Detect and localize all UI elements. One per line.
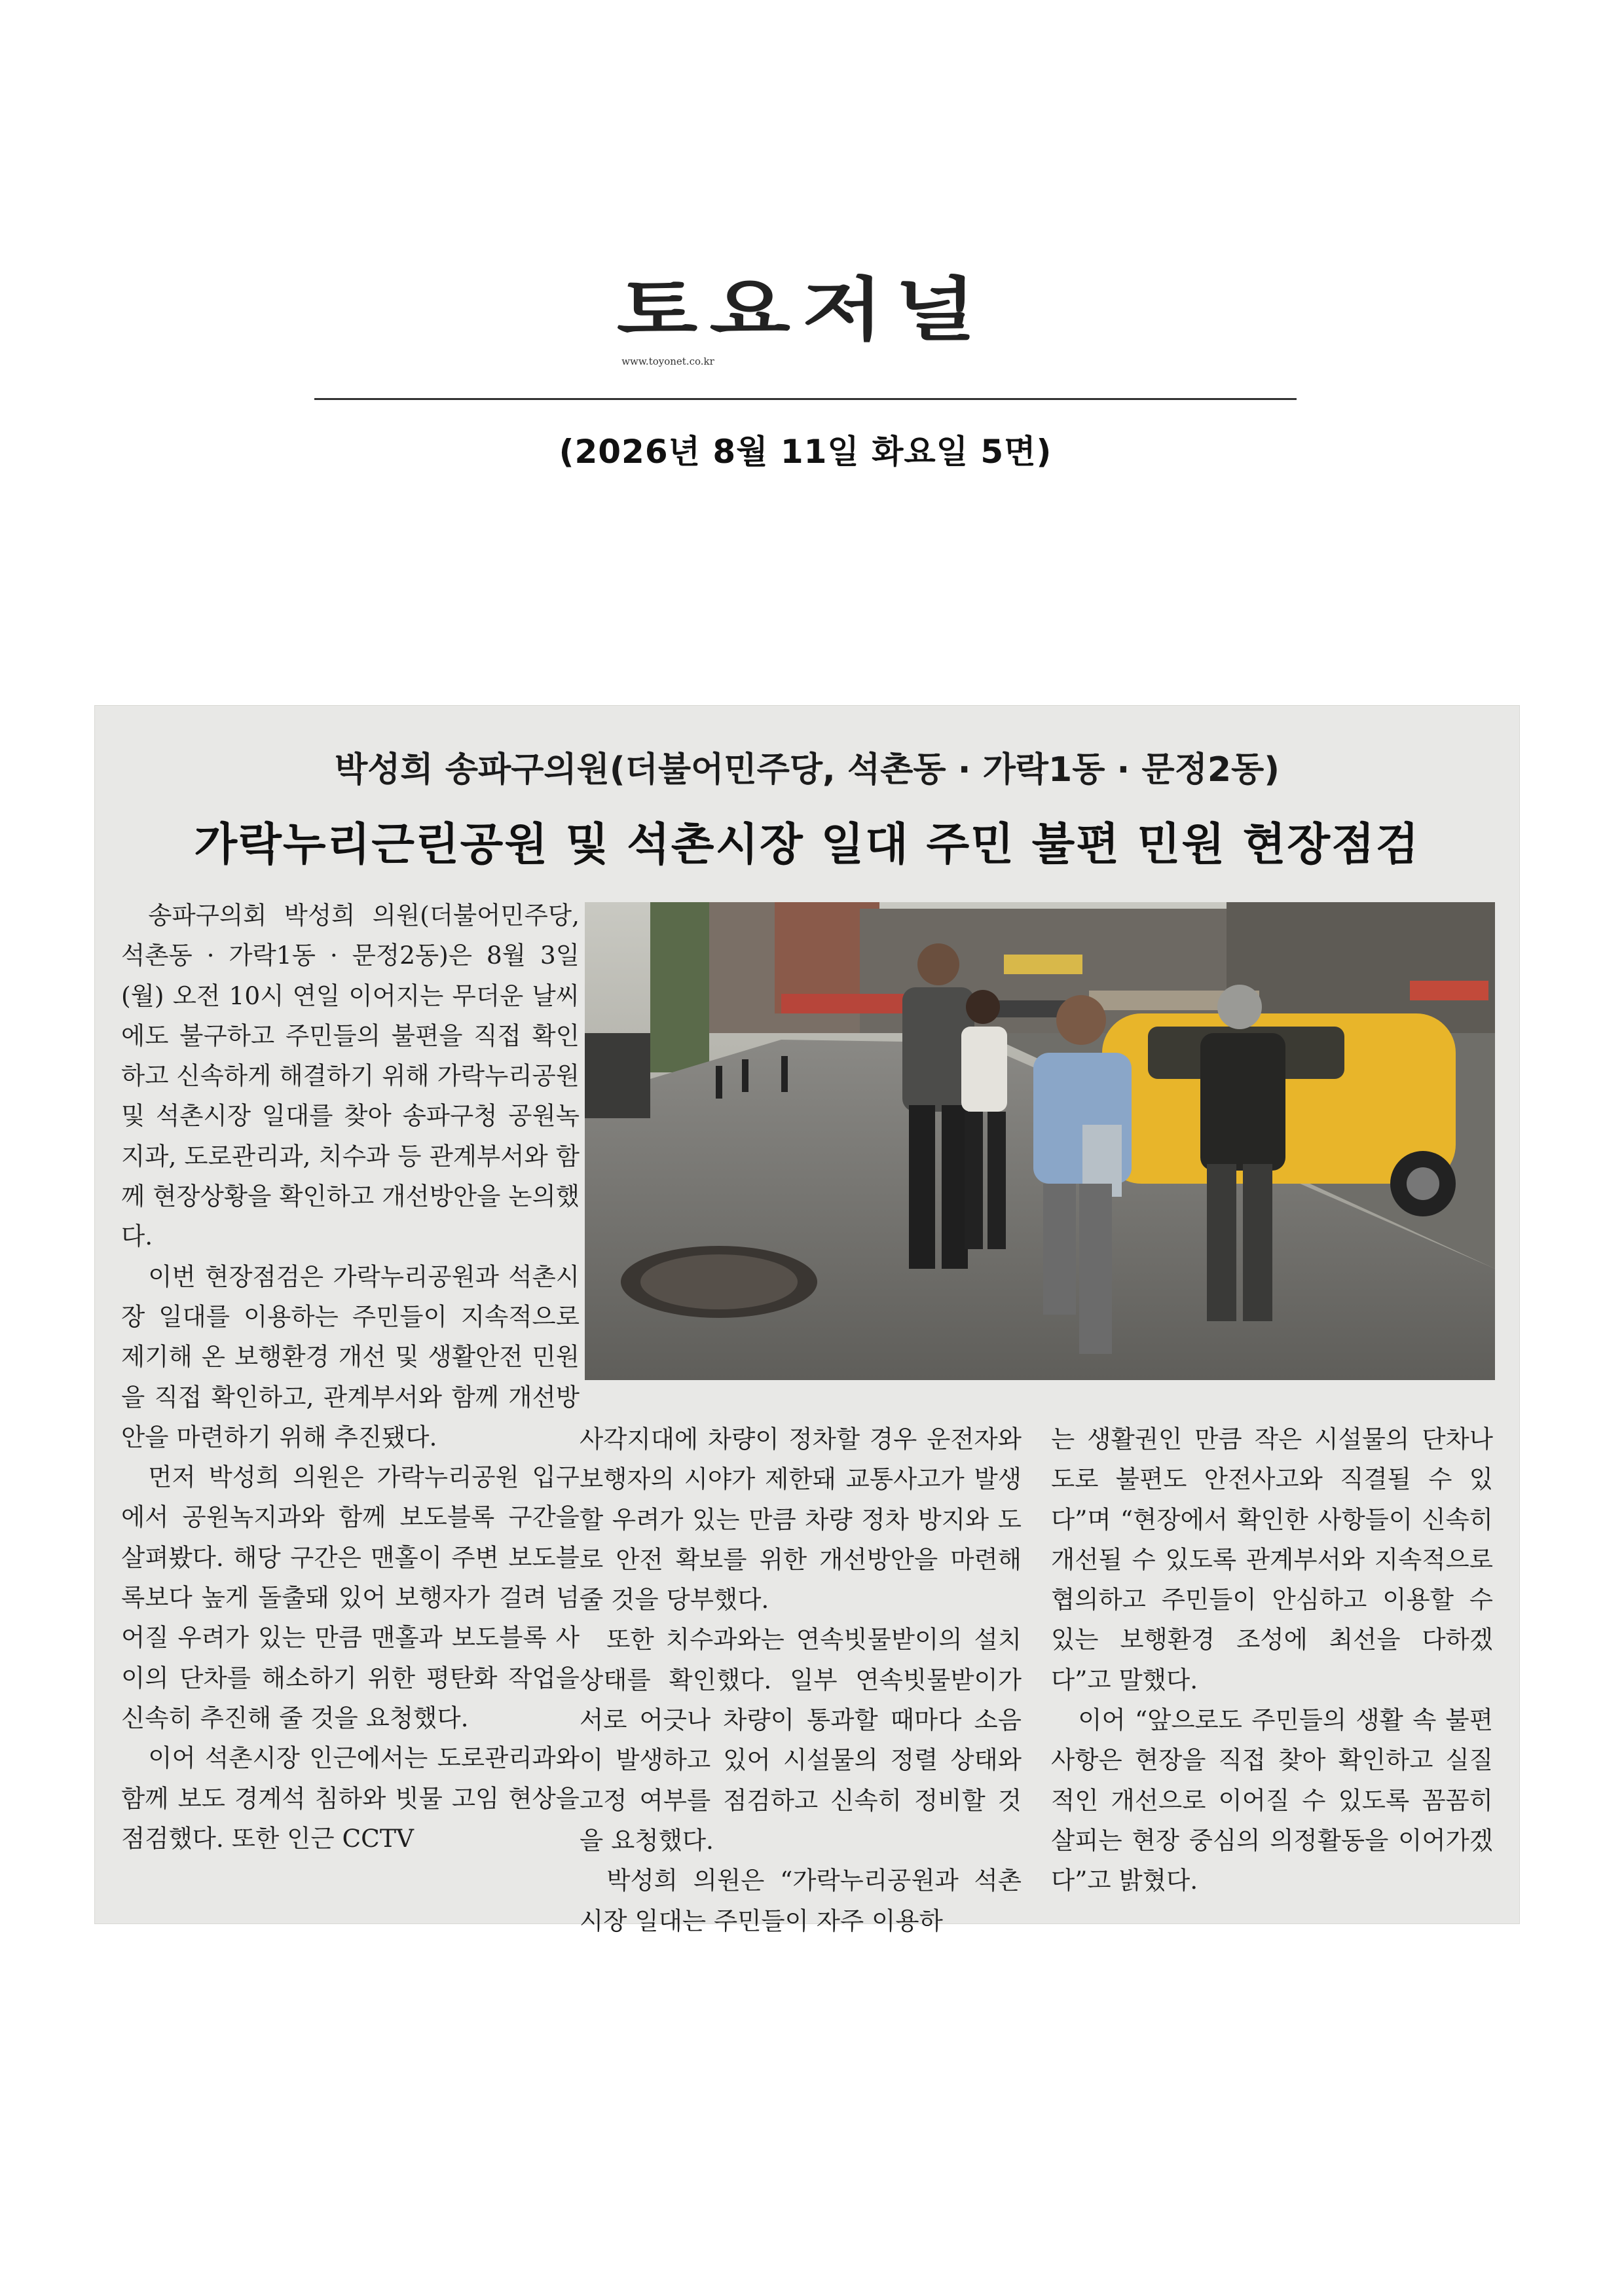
article-photo <box>585 902 1495 1380</box>
publication-date: (2026년 8월 11일 화요일 5면) <box>559 433 1052 471</box>
article-kicker: 박성희 송파구의원(더불어민주당, 석촌동 · 가락1동 · 문정2동) <box>334 750 1280 790</box>
paragraph: 송파구의회 박성희 의원(더불어민주당, 석촌동 · 가락1동 · 문정2동)은 8월 3일(월) 오전 10시 연일 이어지는 무더운 날씨에도 불구하고 주민들의 불편을 직접 확인하고 신속하게 해결하기 위해 가락누리공원 및 석촌시장 일대를 찾아 송파구청 공원녹지과, 도로관리과, 치수과 등 관계부서와 함께 현장상황을 확인하고 개선방안을 논의했다. <box>121 901 580 1251</box>
article-column-2 <box>580 1419 1022 1941</box>
paragraph: 먼저 박성희 의원은 가락누리공원 입구에서 공원녹지과와 함께 보도블록 구간을 살펴봤다. 해당 구간은 맨홀이 주변 보도블록보다 높게 돌출돼 있어 보행자가 걸려 넘어질 우려가 있는 만큼 맨홀과 보도블록 사이의 단차를 해소하기 위한 평탄화 작업을 신속히 추진해 줄 것을 요청했다. <box>121 1463 580 1732</box>
masthead-rule <box>314 398 1297 400</box>
newspaper-logo: 토요저널 <box>616 270 988 350</box>
paragraph: 이어 “앞으로도 주민들의 생활 속 불편사항은 현장을 직접 찾아 확인하고 실질적인 개선으로 이어질 수 있도록 꼼꼼히 살피는 현장 중심의 의정활동을 이어가겠다”고 밝혔다. <box>1051 1705 1493 1895</box>
article-headline: 가락누리근린공원 및 석촌시장 일대 주민 불편 민원 현장점검 <box>194 818 1420 871</box>
paragraph: 또한 치수과와는 연속빗물받이의 설치 상태를 확인했다. 일부 연속빗물받이가 서로 어긋나 차량이 통과할 때마다 소음이 발생하고 있어 시설물의 정렬 상태와 고정 여부를 점검하고 신속히 정비할 것을 요청했다. <box>580 1625 1022 1855</box>
article-clipping <box>95 706 1519 1935</box>
paragraph: 사각지대에 차량이 정차할 경우 운전자와 보행자의 시야가 제한돼 교통사고가 발생할 우려가 있는 만큼 차량 정차 방지와 도로 안전 확보를 위한 개선방안을 마련해 줄 것을 당부했다. <box>580 1425 1022 1614</box>
article-column-1 <box>121 896 580 1859</box>
paragraph: 는 생활권인 만큼 작은 시설물의 단차나 도로 불편도 안전사고와 직결될 수 있다”며 “현장에서 확인한 사항들이 신속히 개선될 수 있도록 관계부서와 지속적으로 협의하고 주민들이 안심하고 이용할 수 있는 보행환경 조성에 최선을 다하겠다”고 말했다. <box>1051 1425 1493 1694</box>
masthead <box>563 270 1041 376</box>
paragraph: 박성희 의원은 “가락누리공원과 석촌시장 일대는 주민들이 자주 이용하 <box>580 1866 1022 1935</box>
street-photo-illustration <box>585 902 1495 1380</box>
article-column-3 <box>1051 1419 1493 1901</box>
newspaper-url: www.toyonet.co.kr <box>621 355 714 367</box>
paragraph: 이어 석촌시장 인근에서는 도로관리과와 함께 보도 경계석 침하와 빗물 고임 현상을 점검했다. 또한 인근 CCTV <box>121 1743 580 1853</box>
paragraph: 이번 현장점검은 가락누리공원과 석촌시장 일대를 이용하는 주민들이 지속적으로 제기해 온 보행환경 개선 및 생활안전 민원을 직접 확인하고, 관계부서와 함께 개선방안을 마련하기 위해 추진됐다. <box>121 1262 580 1451</box>
